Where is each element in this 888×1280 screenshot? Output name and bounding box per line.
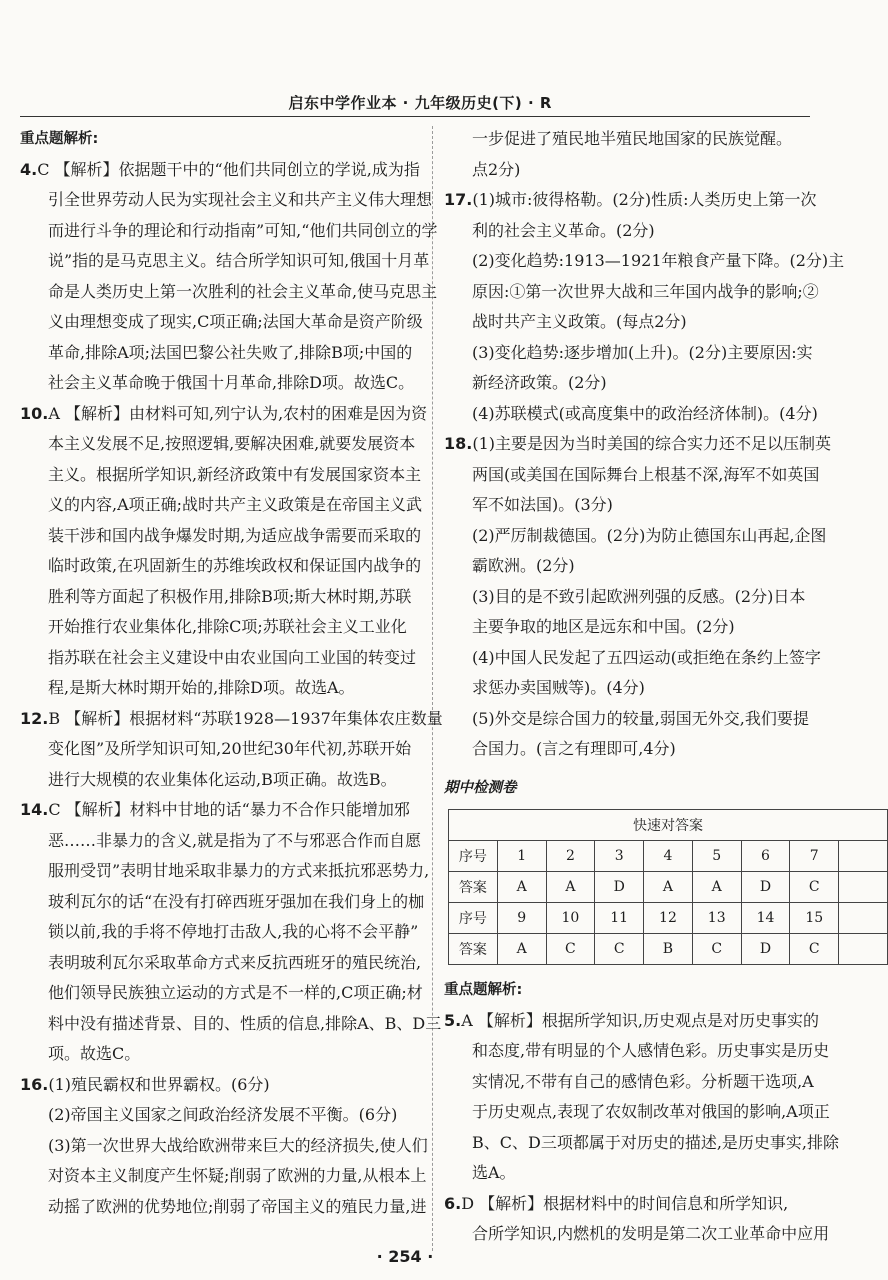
text-line — [444, 490, 864, 521]
right-column — [444, 124, 864, 1250]
answer-table-cell: 13 — [692, 903, 741, 934]
line-text: 动摇了欧洲的优势地位;削弱了帝国主义的殖民力量,进 — [48, 1196, 427, 1216]
line-text: C 【解析】材料中甘地的话“暴力不合作只能增加邪 — [48, 800, 410, 819]
line-text: 而进行斗争的理论和行动指南”可知,“他们共同创立的学 — [48, 220, 438, 240]
line-text: B、C、D三项都属于对历史的描述,是历史事实,排除 — [472, 1132, 840, 1152]
text-line — [444, 612, 864, 643]
answer-table-cell: A — [497, 872, 546, 903]
answer-table-cell: C — [692, 934, 741, 965]
text-line — [444, 185, 864, 216]
text-line — [20, 1100, 420, 1131]
answer-table-cell: 3 — [595, 841, 644, 872]
text-line — [20, 277, 438, 308]
text-line — [20, 1070, 420, 1101]
text-line — [20, 734, 420, 765]
answer-table-cell — [839, 841, 888, 872]
answer-table-row — [449, 872, 888, 903]
answer-table-cell: D — [741, 872, 790, 903]
line-text: 实情况,不带有自己的感情色彩。分析题干选项,A — [472, 1071, 814, 1091]
question-number: 18. — [444, 434, 473, 453]
answer-table-cell: 4 — [644, 841, 693, 872]
answer-table-cell: 2 — [546, 841, 595, 872]
answer-table-row — [449, 903, 888, 934]
line-text: 项。故选C。 — [48, 1044, 141, 1063]
answer-table-row — [449, 934, 888, 965]
text-line — [444, 643, 864, 674]
text-line — [444, 673, 864, 704]
answer-table-cell: C — [790, 872, 839, 903]
text-line — [20, 246, 430, 277]
text-line — [20, 1192, 427, 1223]
text-line — [20, 185, 433, 216]
text-line — [444, 521, 864, 552]
question-number: 14. — [20, 800, 49, 819]
text-line — [20, 399, 428, 430]
text-line — [444, 1158, 864, 1189]
line-text: 引全世界劳动人民为实现社会主义和共产主义伟大理想 — [48, 190, 433, 209]
line-text: 义由理想变成了现实,C项正确;法国大革命是资产阶级 — [48, 312, 423, 331]
line-text: (1)主要是因为当时美国的综合实力还不足以压制英 — [472, 434, 832, 453]
answer-table-caption-row — [449, 810, 888, 841]
text-line — [20, 368, 420, 399]
line-text: 程,是斯大林时期开始的,排除D项。故选A。 — [48, 678, 355, 697]
answer-table-cell: A — [546, 872, 595, 903]
text-line — [20, 948, 420, 979]
line-text: 指苏联在社会主义建设中由农业国向工业国的转变过 — [48, 647, 417, 667]
left-column — [20, 124, 443, 1222]
line-text: (3)第一次世界大战给欧洲带来巨大的经济损失,使人们 — [48, 1135, 428, 1155]
line-text: (1)殖民霸权和世界霸权。(6分) — [48, 1074, 270, 1094]
text-line — [20, 490, 423, 521]
answer-table-cell: 答案 — [449, 872, 498, 903]
text-line — [444, 1219, 864, 1250]
answer-table-cell: 1 — [497, 841, 546, 872]
question-number: 12. — [20, 708, 49, 728]
answer-table — [448, 809, 888, 965]
text-line — [444, 1128, 864, 1159]
text-line — [444, 277, 864, 308]
answer-table-cell: 14 — [741, 903, 790, 934]
answer-table-cell: 11 — [595, 903, 644, 934]
line-text: (2)变化趋势:1913—1921年粮食产量下降。(2分)主 — [472, 251, 845, 270]
line-text: 开始推行农业集体化,排除C项;苏联社会主义工业化 — [48, 617, 407, 636]
line-text: 主要争取的地区是远东和中国。(2分) — [472, 617, 735, 636]
line-text: 临时政策,在巩固新生的苏维埃政权和保证国内战争的 — [48, 556, 422, 575]
exam-title: 期中检测卷 — [444, 779, 517, 796]
line-text: 社会主义革命晚于俄国十月革命,排除D项。故选C。 — [48, 373, 415, 392]
answer-table-row — [449, 841, 888, 872]
question-number: 4. — [20, 159, 38, 179]
running-header: 启东中学作业本 · 九年级历史(下) · R — [288, 94, 552, 112]
line-text: B 【解析】根据材料“苏联1928—1937年集体农庄数量 — [48, 708, 443, 728]
section-heading-2: 重点题解析: — [444, 982, 523, 998]
line-text: 变化图”及所学知识可知,20世纪30年代初,苏联开始 — [48, 739, 412, 758]
text-line — [444, 460, 864, 491]
line-text: 一步促进了殖民地半殖民地国家的民族觉醒。 — [472, 129, 793, 148]
line-text: 本主义发展不足,按照逻辑,要解决困难,就要发展资本 — [48, 434, 416, 453]
line-text: A 【解析】由材料可知,列宁认为,农村的困难是因为资 — [48, 403, 428, 423]
answer-table-cell: C — [595, 934, 644, 965]
line-text: 战时共产主义政策。(每点2分) — [472, 312, 687, 331]
answer-explanations — [20, 155, 443, 1223]
line-text: (5)外交是综合国力的较量,弱国无外交,我们要提 — [472, 708, 809, 728]
header-rule — [20, 116, 810, 117]
answer-table-cell: D — [741, 934, 790, 965]
line-text: 说”指的是马克思主义。结合所学知识可知,俄国十月革 — [48, 251, 430, 270]
question-number: 10. — [20, 403, 49, 423]
line-text: 对资本主义制度产生怀疑;削弱了欧洲的力量,从根本上 — [48, 1166, 427, 1185]
text-line — [444, 338, 864, 369]
line-text: 主义。根据所学知识,新经济政策中有发展国家资本主 — [48, 464, 422, 484]
line-text: 合所学知识,内燃机的发明是第二次工业革命中应用 — [472, 1224, 830, 1243]
line-text: 装干涉和国内战争爆发时期,为适应战争需要而采取的 — [48, 525, 422, 545]
line-text: (2)帝国主义国家之间政治经济发展不平衡。(6分) — [48, 1105, 398, 1124]
text-line — [20, 612, 420, 643]
text-line — [20, 1039, 420, 1070]
answer-table-cell — [839, 934, 888, 965]
answer-table-cell: C — [546, 934, 595, 965]
answer-table-cell — [839, 903, 888, 934]
line-text: 新经济政策。(2分) — [472, 373, 607, 392]
line-text: (3)目的是不致引起欧洲列强的反感。(2分)日本 — [472, 586, 806, 606]
text-line — [444, 1006, 864, 1037]
line-text: C 【解析】依据题干中的“他们共同创立的学说,成为指 — [37, 159, 420, 179]
line-text: 胜利等方面起了积极作用,排除B项;斯大林时期,苏联 — [48, 586, 412, 606]
text-line — [444, 704, 864, 735]
text-line — [20, 460, 420, 491]
line-text: 革命,排除A项;法国巴黎公社失败了,排除B项;中国的 — [48, 342, 413, 362]
text-line — [20, 673, 420, 704]
answer-table-cell: 5 — [692, 841, 741, 872]
text-line — [20, 795, 420, 826]
text-line — [20, 521, 420, 552]
text-line — [20, 216, 438, 247]
line-text: 料中没有描述背景、目的、性质的信息,排除A、B、D三 — [48, 1013, 442, 1033]
text-line — [20, 155, 420, 186]
text-line — [444, 216, 864, 247]
answer-explanations-continued — [444, 124, 864, 765]
answer-table-cell: A — [644, 872, 693, 903]
text-line — [20, 704, 443, 735]
text-line — [444, 399, 864, 430]
text-line — [444, 1097, 864, 1128]
text-line — [20, 1131, 428, 1162]
line-text: 合国力。(言之有理即可,4分) — [472, 739, 676, 758]
text-line — [444, 124, 864, 155]
line-text: 命是人类历史上第一次胜利的社会主义革命,使马克思主 — [48, 281, 438, 301]
line-text: 原因:①第一次世界大战和三年国内战争的影响;② — [472, 281, 819, 301]
answer-table-cell: A — [497, 934, 546, 965]
line-text: 锁以前,我的手将不停地打击敌人,我的心将不会平静” — [48, 922, 419, 941]
line-text: (2)严厉制裁德国。(2分)为防止德国东山再起,企图 — [472, 525, 827, 545]
question-number: 16. — [20, 1074, 49, 1094]
text-line — [444, 582, 864, 613]
text-line — [20, 307, 423, 338]
text-line — [444, 246, 864, 277]
answer-table-cell: A — [692, 872, 741, 903]
line-text: 利的社会主义革命。(2分) — [472, 220, 655, 240]
text-line — [444, 307, 864, 338]
question-number: 17. — [444, 190, 473, 209]
text-line — [20, 856, 430, 887]
text-line — [20, 429, 420, 460]
answer-table-cell: 序号 — [449, 903, 498, 934]
line-text: 两国(或美国在国际舞台上根基不深,海军不如英国 — [472, 464, 820, 484]
line-text: 服刑受罚”表明甘地采取非暴力的方式来抵抗邪恶势力, — [48, 861, 430, 880]
text-line — [20, 978, 423, 1009]
line-text: 恶……非暴力的含义,就是指为了不与邪恶合作而自愿 — [48, 830, 422, 850]
line-text: (3)变化趋势:逐步增加(上升)。(2分)主要原因:实 — [472, 342, 813, 362]
answer-table-cell: 12 — [644, 903, 693, 934]
text-line — [20, 551, 420, 582]
line-text: A 【解析】根据所学知识,历史观点是对历史事实的 — [461, 1010, 819, 1030]
answer-table-cell: 9 — [497, 903, 546, 934]
text-line — [20, 887, 425, 918]
answer-table-cell: 7 — [790, 841, 839, 872]
answer-table-cell: 6 — [741, 841, 790, 872]
line-text: 选A。 — [472, 1163, 516, 1182]
text-line — [444, 429, 864, 460]
line-text: (4)苏联模式(或高度集中的政治经济体制)。(4分) — [472, 403, 818, 423]
text-line — [444, 551, 864, 582]
question-number: 5. — [444, 1010, 462, 1030]
answer-table-cell: B — [644, 934, 693, 965]
text-line — [20, 765, 420, 796]
text-line — [20, 826, 420, 857]
line-text: (1)城市:彼得格勒。(2分)性质:人类历史上第一次 — [472, 190, 817, 209]
answer-table-cell — [839, 872, 888, 903]
text-line — [444, 734, 864, 765]
text-line — [20, 917, 420, 948]
text-line — [20, 1009, 442, 1040]
text-line — [20, 1161, 427, 1192]
line-text: 点2分) — [472, 159, 521, 179]
section-heading: 重点题解析: — [20, 131, 99, 147]
page-number: · 254 · — [376, 1247, 434, 1266]
text-line — [444, 155, 864, 186]
text-line — [20, 582, 420, 613]
text-line — [444, 1036, 864, 1067]
line-text: 玻利瓦尔的话“在没有打碎西班牙强加在我们身上的枷 — [48, 891, 425, 911]
text-line — [444, 368, 864, 399]
line-text: (4)中国人民发起了五四运动(或拒绝在条约上签字 — [472, 647, 821, 667]
text-line — [20, 643, 420, 674]
answer-table-caption: 快速对答案 — [449, 810, 888, 841]
line-text: 军不如法国)。(3分) — [472, 495, 613, 514]
answer-table-cell: D — [595, 872, 644, 903]
line-text: 进行大规模的农业集体化运动,B项正确。故选B。 — [48, 769, 397, 789]
line-text: 求惩办卖国贼等)。(4分) — [472, 678, 645, 697]
line-text: 义的内容,A项正确;战时共产主义政策是在帝国主义武 — [48, 495, 423, 514]
text-line — [444, 1067, 864, 1098]
line-text: D 【解析】根据材料中的时间信息和所学知识, — [461, 1193, 789, 1213]
answer-table-cell: 10 — [546, 903, 595, 934]
line-text: 于历史观点,表现了农奴制改革对俄国的影响,A项正 — [472, 1102, 830, 1121]
text-line — [444, 1189, 864, 1220]
answer-table-cell: 15 — [790, 903, 839, 934]
line-text: 霸欧洲。(2分) — [472, 556, 575, 575]
question-number: 6. — [444, 1193, 462, 1213]
line-text: 表明玻利瓦尔采取革命方式来反抗西班牙的殖民统治, — [48, 952, 422, 972]
answer-explanations-midterm — [444, 1006, 864, 1250]
line-text: 他们领导民族独立运动的方式是不一样的,C项正确;材 — [48, 983, 423, 1002]
text-line — [20, 338, 420, 369]
line-text: 和态度,带有明显的个人感情色彩。历史事实是历史 — [472, 1041, 830, 1060]
answer-table-cell: C — [790, 934, 839, 965]
answer-table-cell: 序号 — [449, 841, 498, 872]
answer-table-cell: 答案 — [449, 934, 498, 965]
